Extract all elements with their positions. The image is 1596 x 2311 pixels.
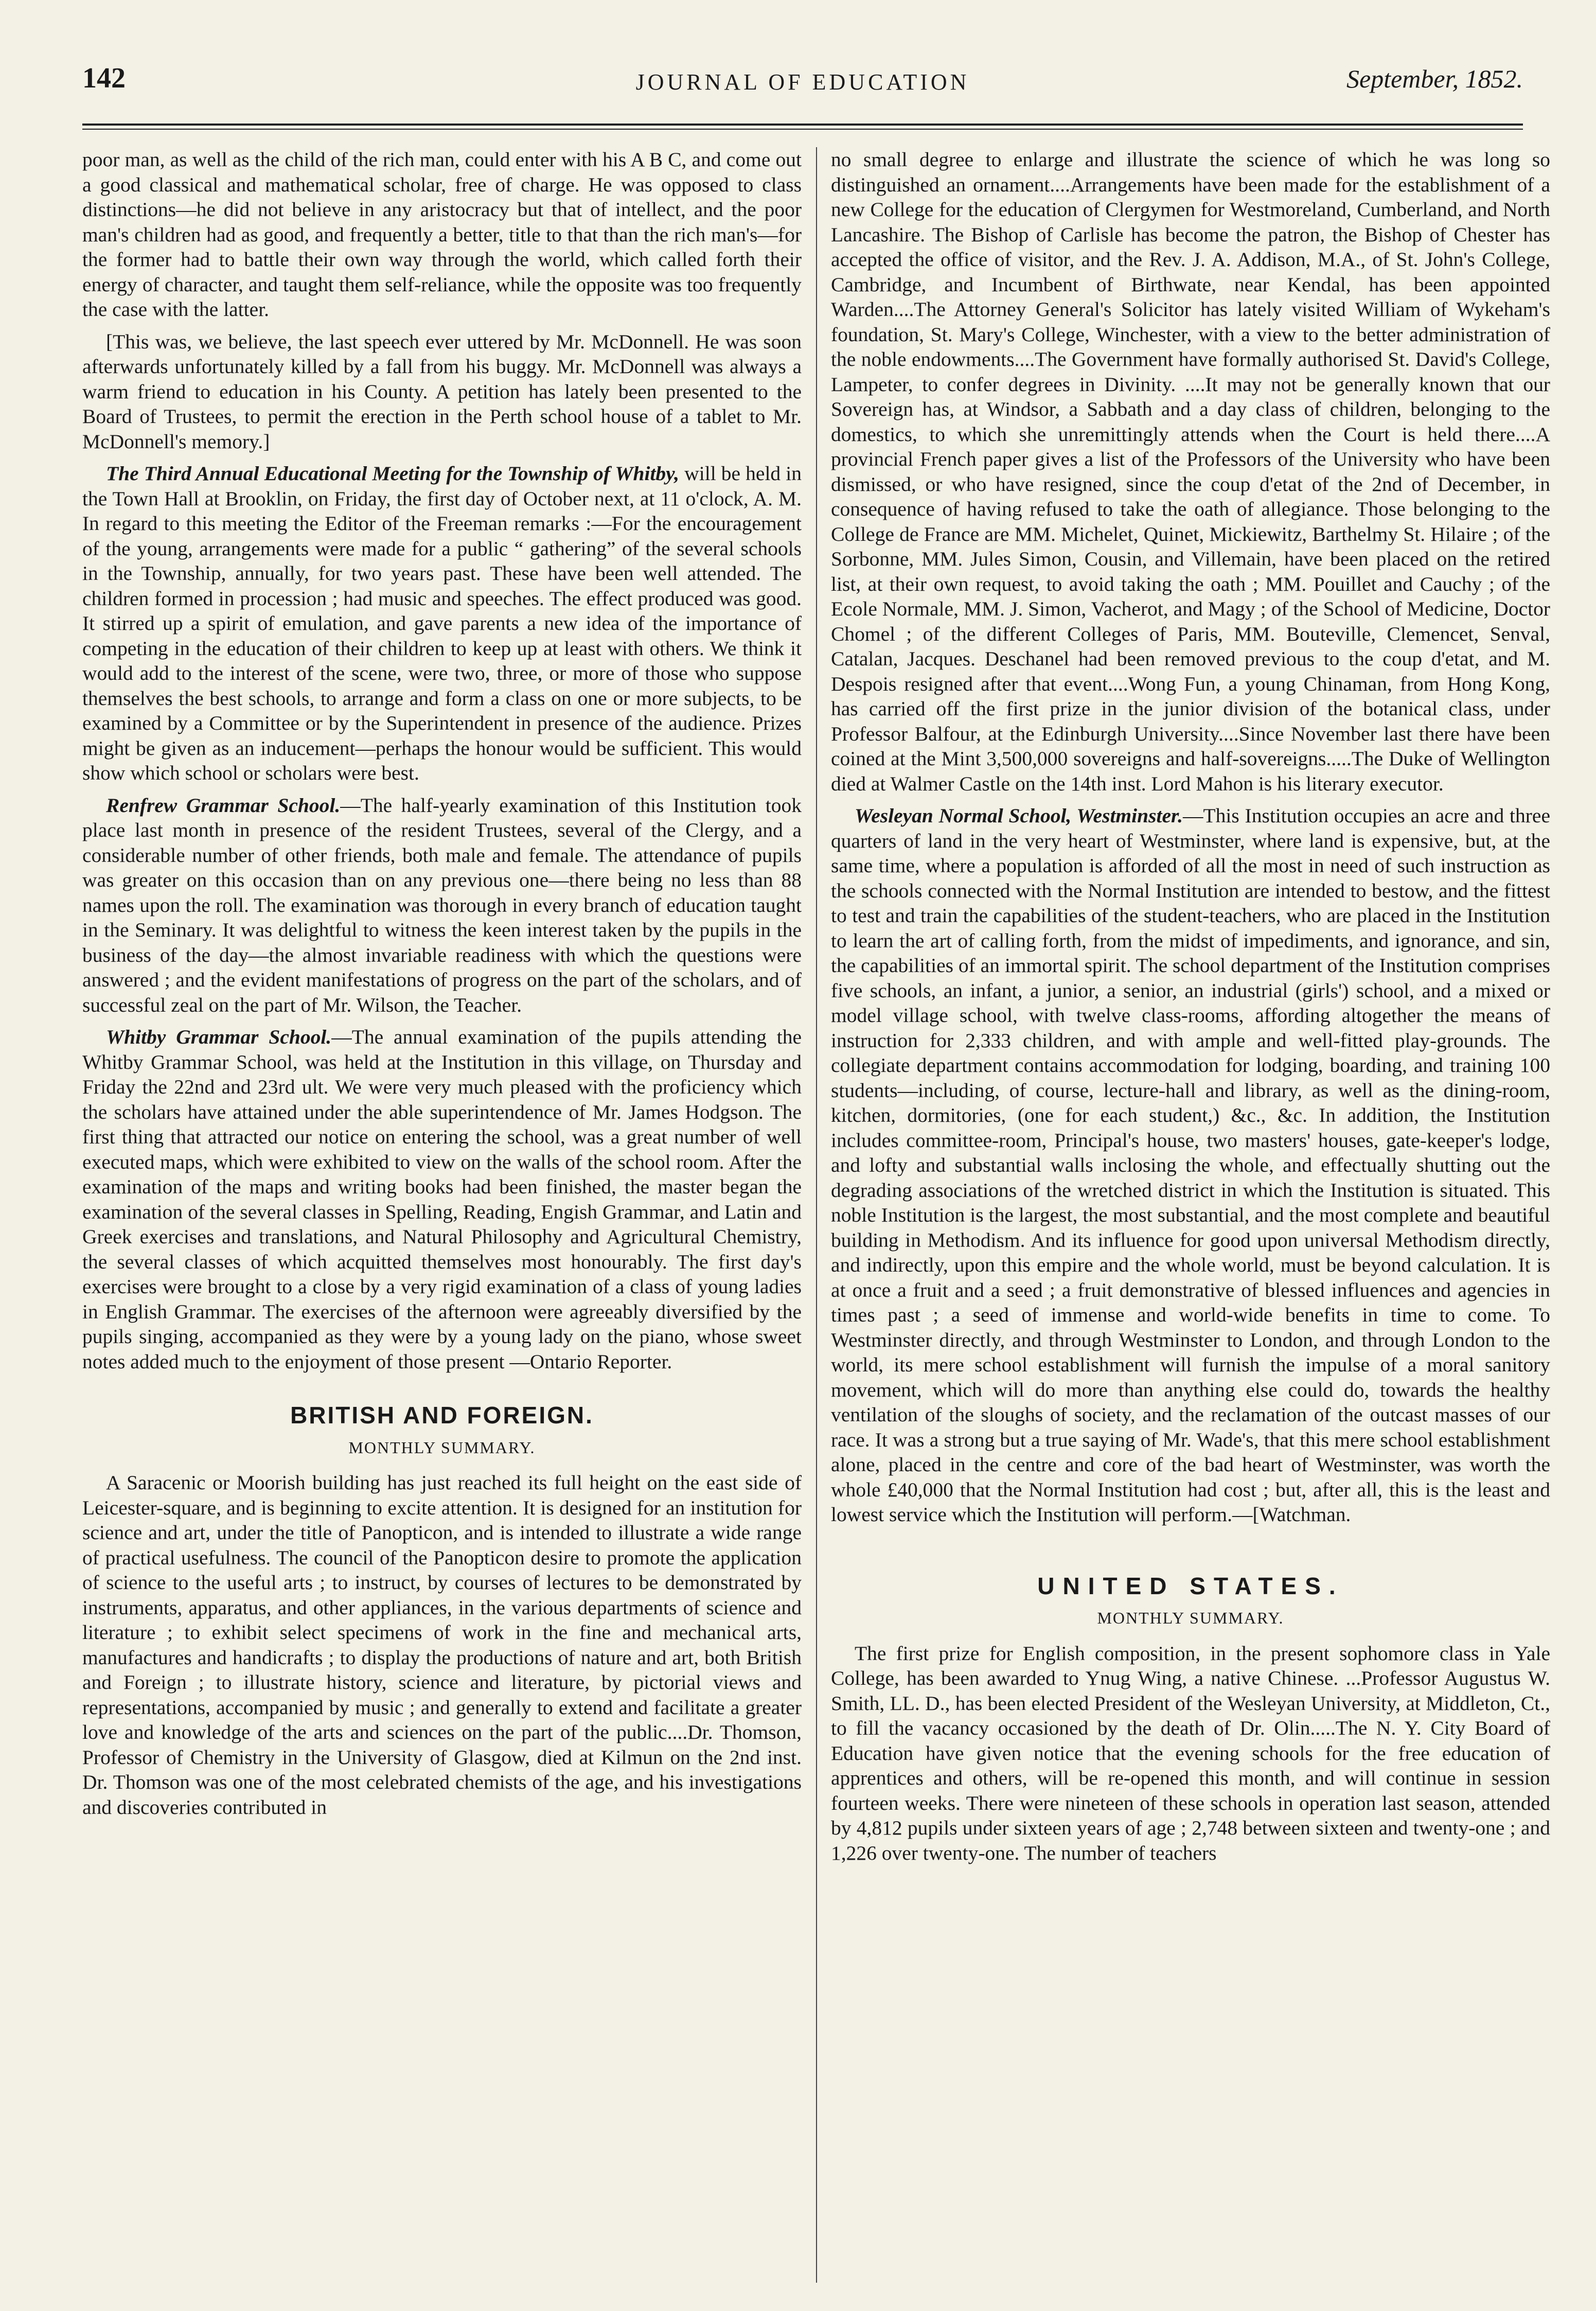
left-column [82, 147, 802, 2283]
wesleyan-article [831, 803, 1550, 1527]
renfrew-article [82, 793, 802, 1018]
whitby-grammar-article [82, 1025, 802, 1374]
whitby-grammar-text: —The annual examination of the pupils attending the Whitby Grammar School, was held at the Institution in this village, on Thursday and Friday the 22nd and 23rd ult. We were very much pleased with the proficiency which the scholars have attained under the able superintendence of Mr. James Hodgson. The first thing that attracted our notice on entering the school, was a great number of well executed maps, which were exhibited to view on the walls of the school room. After the examination of the maps and writing books had been finished, the master began the examination of the several classes in Spelling, Reading, Engish Grammar, and Latin and Greek exercises and translations, and Natural Philosophy and Agricultural Chemistry, the several classes of which acquitted themselves most honourably. The first day's exercises were brought to a close by a very rigid examination of a class of young ladies in English Grammar. The exercises of the afternoon were agreeably diversified by the pupils singing, accompanied as they were by a young lady on the piano, whose sweet notes added much to the enjoyment of those present —Ontario Reporter. [82, 1026, 802, 1373]
whitby-grammar-title: Whitby Grammar School. [106, 1026, 332, 1048]
header-rule [82, 124, 1523, 130]
page-header [82, 62, 1523, 103]
british-monthly-summary-label: MONTHLY SUMMARY. [348, 1438, 536, 1457]
mcdonnell-note: [This was, we believe, the last speech ever uttered by Mr. McDonnell. He was soon afterwards unfortunately killed by a fall from his buggy. Mr. McDonnell was always a warm friend to education in his County. A petition has lately been presented to the Board of Trustees, to permit the erection in the Perth school house of a tablet to Mr. McDonnell's memory.] [82, 330, 802, 453]
whitby-meeting-title: The Third Annual Educational Meeting for the Township of Whitby, [106, 462, 680, 485]
column-divider [816, 147, 817, 2283]
renfrew-title: Renfrew Grammar School. [106, 793, 341, 817]
us-summary-text: The first prize for English composition, in the present sophomore class in Yale College, has been awarded to Ynug Wing, a native Chinese. ...Professor Augustus W. Smith, LL. D., has been elected President of the Wesleyan University, at Middleton, Ct., to fill the vacancy occasioned by the death of Dr. Olin.....The N. Y. City Board of Education have given notice that the evening schools for the free education of apprentices and others, will be re-opened this month, and will continue in session fourteen weeks. There were nineteen of these schools in operation last season, attended by 4,812 pupils under sixteen years of age ; 2,748 between sixteen and twenty-one ; and 1,226 over twenty-one. The number of teachers [831, 1642, 1550, 1864]
mcdonnell-speech-end: poor man, as well as the child of the rich man, could enter with his A B C, and come out a good classical and mathematical scholar, free of charge. He was opposed to class distinctions—he did not believe in any aristocracy but that of intellect, and the poor man's children had as good, and frequently a better, title to that than the rich man's—for the former had to battle their own way through the world, which called forth their energy of character, and taught them self-reliance, while the opposite was too frequently the case with the latter. [82, 148, 802, 321]
wesleyan-title: Wesleyan Normal School, Westminster. [855, 804, 1183, 827]
british-summary-continued: no small degree to enlarge and illustrate the science of which he was long so distinguished an ornament....Arrangements have been made for the establishment of a new College for the education of Clergymen for Westmoreland, Cumberland, and North Lancashire. The Bishop of Carlisle has become the patron, the Bishop of Chester has accepted the office of visitor, and the Rev. J. A. Addison, M.A., of St. John's College, Cambridge, and Incumbent of Birthwate, near Kendal, has been appointed Warden....The Attorney General's Solicitor has lately visited William of Wykeham's foundation, St. Mary's College, Winchester, with a view to the better administration of the noble endowments....The Government have formally authorised St. David's College, Lampeter, to confer degrees in Divinity. ....It may not be generally known that our Sovereign has, at Windsor, a Sabbath and a day class of children, belonging to the domestics, to which she unremittingly attends when the Court is held there....A provincial French paper gives a list of the Professors of the University who have been dismissed, or who have resigned, since the coup d'etat of the 2nd of December, in consequence of having refused to take the oath of allegiance. Those belonging to the College de France are MM. Michelet, Quinet, Mickiewitz, Barthelmy St. Hilaire ; of the Sorbonne, MM. Jules Simon, Cousin, and Villemain, have been placed on the retired list, at their own request, to avoid taking the oath ; MM. Pouillet and Cauchy ; of the Ecole Normale, MM. J. Simon, Vacherot, and Magy ; of the School of Medicine, Doctor Chomel ; of the different Colleges of Paris, MM. Bouteville, Clemencet, Senval, Catalan, Jacques. Deschanel had been removed previous to the coup d'etat, and M. Despois resigned after that event....Wong Fun, a young Chinaman, from Hong Kong, has carried off the first prize in the junior division of the botanical class, under Professor Balfour, at the Edinburgh University....Since November last there have been coined at the Mint 3,500,000 sovereigns and half-sovereigns.....The Duke of Wellington died at Walmer Castle on the 14th inst. Lord Mahon is his literary executor. [831, 148, 1550, 795]
us-monthly-summary-label: MONTHLY SUMMARY. [1097, 1609, 1284, 1627]
issue-date: September, 1852. [1346, 64, 1523, 93]
british-summary-text: A Saracenic or Moorish building has just reached its full height on the east side of Leicester-square, and is beginning to excite attention. It is designed for an institution for science and art, under the title of Panopticon, and is intended to illustrate a wide range of practical usefulness. The council of the Panopticon desire to promote the application of science to the useful arts ; to instruct, by courses of lectures to be demonstrated by instruments, apparatus, and other appliances, in the various departments of science and literature ; to exhibit select specimens of work in the fine and mechanical arts, manufactures and handicrafts ; to display the productions of nature and art, both British and Foreign ; to illustrate history, science and literature, by pictorial views and representations, accompanied by music ; and generally to extend and facilitate a greater love and knowledge of the arts and sciences on the part of the public....Dr. Thomson, Professor of Chemistry in the University of Glasgow, died at Kilmun on the 2nd inst. Dr. Thomson was one of the most celebrated chemists of the age, and his investigations and discoveries contributed in [82, 1471, 802, 1819]
right-column [831, 147, 1550, 2283]
whitby-meeting-text: will be held in the Town Hall at Brooklin, on Friday, the first day of October next, at 11 o'clock, A. M. In regard to this meeting the Editor of the Freeman remarks :—For the encouragement of the young, arrangements were made for a public “ gathering” of the several schools in the Township, annually, for two years past. These have been well attended. The children formed in procession ; had music and speeches. The effect produced was good. It stirred up a spirit of emulation, and gave parents a new idea of the importance of competing in the education of their children to keep up at least with others. We think it would add to the interest of the scene, were two, three, or more of those who suppose themselves the best schools, to arrange and form a class on one or more subjects, to be examined by a Committee or by the Superintendent in presence of the audience. Prizes might be given as an inducement—perhaps the honour would be sufficient. This would show which school or scholars were best. [82, 462, 802, 784]
wesleyan-text: —This Institution occupies an acre and three quarters of land in the very heart of Westminster, where land is expensive, but, at the same time, where a population is afforded of all the most in need of such instruction as the schools connected with the Normal Institution are intended to bestow, and the fittest to test and train the capabilities of the student-teachers, who are placed in the Institution to learn the art of calling forth, from the midst of impediments, and ignorance, and sin, the capabilities of an immortal spirit. The school department of the Institution comprises five schools, an infant, a junior, a senior, an industrial (girls') school, and a mixed or model village school, with twelve class-rooms, affording altogether the means of instruction for 2,333 children, and with ample and well-fitted play-grounds. The collegiate department contains accommodation for lodging, boarding, and training 100 students—including, of course, lecture-hall and library, as well as the dining-room, kitchen, dormitories, (one for each student,) &c., &c. In addition, the Institution includes committee-room, Principal's house, two masters' houses, gate-keeper's lodge, and lofty and substantial walls inclosing the whole, and effectually shutting out the degrading associations of the wretched district in which the Institution is situated. This noble Institution is the largest, the most substantial, and the most complete and beautiful building in Methodism. And its influence for good upon universal Methodism directly, and indirectly, upon this empire and the whole world, must be beyond calculation. It is at once a fruit and a seed ; a fruit demonstrative of blessed influences and agencies in times past ; a seed of immense and world-wide benefits in time to come. To Westminster directly, and through Westminster to London, and through London to the world, its mere school establishment will furnish the impulse of a moral sanitory movement, which will do more than anything else could do, towards the healthy ventilation of the sloughs of society, and the reclamation of the outcast masses of our race. It was a strong but a true saying of Mr. Wade's, that this mere school establishment alone, placed in the centre and core of the bad heart of Westminster, was worth the whole £40,000 that the Normal Institution had cost ; but, after all, this is the least and lowest service which the Institution will perform.—[Watchman. [831, 804, 1550, 1526]
page-number: 142 [82, 62, 126, 94]
renfrew-text: —The half-yearly examination of this Institution took place last month in presence of the resident Trustees, several of the Clergy, and a considerable number of other friends, both male and female. The attendance of pupils was greater on this occasion than on any previous one—there being no less than 88 names upon the roll. The examination was thorough in every branch of education taught in the Seminary. It was delightful to witness the keen interest taken by the pupils in the business of the day—the almost invariable readiness with which the questions were answered ; and the evident manifestations of progress on the part of the scholars, and of successful zeal on the part of Mr. Wilson, the Teacher. [82, 793, 802, 1016]
journal-title: JOURNAL OF EDUCATION [635, 69, 970, 95]
whitby-meeting-article [82, 461, 802, 786]
british-foreign-heading: BRITISH AND FOREIGN. [290, 1402, 594, 1428]
united-states-heading: UNITED STATES. [1037, 1572, 1344, 1599]
